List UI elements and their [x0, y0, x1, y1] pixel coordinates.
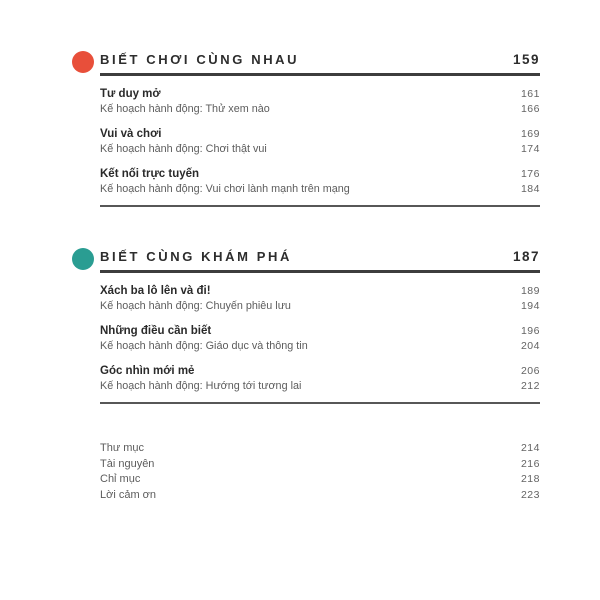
entry-title-row: [100, 167, 540, 182]
entry-title-row: [100, 87, 540, 102]
back-matter-row: [100, 472, 540, 488]
entry-subtitle-page-number: 212: [520, 379, 540, 392]
entry-subtitle-row: [100, 379, 540, 394]
back-matter-title: Lời cảm ơn: [100, 488, 156, 501]
back-matter-title: Chỉ mục: [100, 473, 141, 485]
section-header: [100, 249, 540, 273]
entry-title: Tư duy mở: [100, 88, 161, 100]
entry-subtitle: Kế hoạch hành động: Chơi thật vui: [100, 142, 267, 155]
section-page-number: 159: [512, 52, 540, 67]
entry-page-number: 169: [520, 128, 540, 140]
back-matter-page-number: 223: [520, 488, 540, 501]
entry-title-row: [100, 284, 540, 299]
back-matter-row: [100, 488, 540, 504]
entry-subtitle-row: [100, 182, 540, 197]
entry-subtitle: Kế hoạch hành động: Hướng tới tương lai: [100, 379, 302, 392]
toc-entry: [100, 324, 540, 353]
entry-subtitle-page-number: 174: [520, 142, 540, 155]
section-bullet-icon: [72, 51, 94, 73]
back-matter-page-number: 216: [520, 457, 540, 470]
toc-entry: [100, 364, 540, 393]
entry-subtitle-page-number: 184: [520, 182, 540, 195]
entry-title: Vui và chơi: [100, 128, 162, 140]
toc-section-play-together: [100, 52, 540, 207]
section-bullet-icon: [72, 248, 94, 270]
entry-subtitle-row: [100, 339, 540, 354]
entry-page-number: 206: [520, 365, 540, 377]
section-title: BIẾT CÙNG KHÁM PHÁ: [100, 249, 292, 264]
entry-page-number: 176: [520, 168, 540, 180]
back-matter-title: Thư mục: [100, 442, 145, 454]
entry-page-number: 161: [520, 88, 540, 100]
toc-entry: [100, 167, 540, 196]
section-title: BIẾT CHƠI CÙNG NHAU: [100, 52, 300, 67]
entry-page-number: 189: [520, 285, 540, 297]
back-matter-list: [100, 441, 540, 503]
entry-title: Những điều cần biết: [100, 325, 212, 337]
entry-subtitle-page-number: 194: [520, 299, 540, 312]
entry-subtitle: Kế hoạch hành động: Vui chơi lành mạnh trên mạng: [100, 182, 350, 195]
entry-subtitle-row: [100, 102, 540, 117]
section-bottom-rule: [100, 205, 540, 207]
toc-section-explore-together: [100, 249, 540, 404]
entry-subtitle-row: [100, 299, 540, 314]
back-matter-page-number: 214: [520, 442, 540, 454]
back-matter-row: [100, 457, 540, 473]
back-matter-row: [100, 441, 540, 457]
table-of-contents: [100, 52, 540, 503]
entry-title: Góc nhìn mới mẻ: [100, 365, 195, 377]
entry-subtitle-page-number: 204: [520, 339, 540, 352]
entry-title-row: [100, 364, 540, 379]
entry-title: Xách ba lô lên và đi!: [100, 285, 211, 297]
entry-title-row: [100, 127, 540, 142]
back-matter-page-number: 218: [520, 473, 540, 485]
entry-page-number: 196: [520, 325, 540, 337]
entry-title: Kết nối trực tuyến: [100, 168, 200, 180]
toc-entry: [100, 127, 540, 156]
entry-subtitle-row: [100, 142, 540, 157]
section-bottom-rule: [100, 402, 540, 404]
entry-title-row: [100, 324, 540, 339]
toc-entry: [100, 284, 540, 313]
entry-subtitle-page-number: 166: [520, 102, 540, 115]
toc-entry: [100, 87, 540, 116]
section-page-number: 187: [512, 249, 540, 264]
entry-subtitle: Kế hoạch hành động: Giáo dục và thông tin: [100, 339, 308, 352]
entry-subtitle: Kế hoạch hành động: Chuyến phiêu lưu: [100, 299, 291, 312]
entry-subtitle: Kế hoạch hành động: Thử xem nào: [100, 102, 270, 115]
section-header: [100, 52, 540, 76]
back-matter-title: Tài nguyên: [100, 457, 155, 470]
